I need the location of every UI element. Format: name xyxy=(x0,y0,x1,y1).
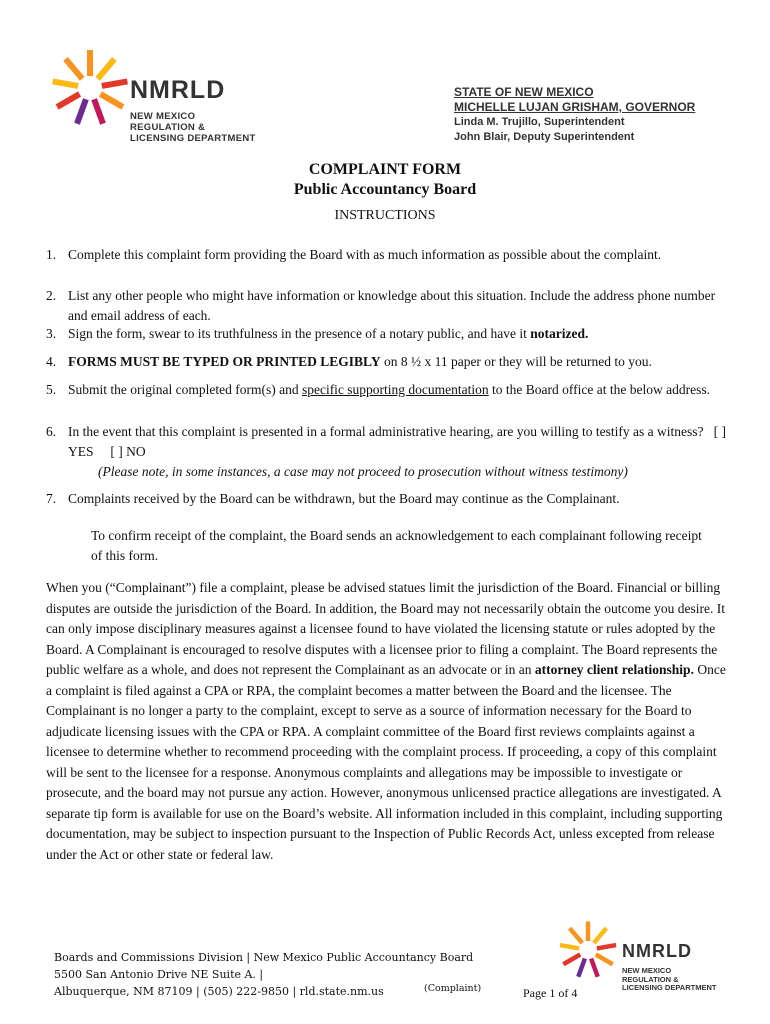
form-title: COMPLAINT FORM xyxy=(308,161,462,178)
deputy-name: John Blair, Deputy Superintendent xyxy=(454,131,635,143)
instruction-item-5 xyxy=(46,380,732,400)
footer-logo-sub-line: REGULATION & xyxy=(622,974,679,984)
logo-wordmark xyxy=(130,78,256,144)
item-text-bold: FORMS MUST BE TYPED OR PRINTED LEGIBLY xyxy=(68,354,381,369)
body-text: Once a complaint is filed against a CPA or RPA, the complaint becomes a matter between the Board and the licensee. The Complainant is no longer a party to the complaint, except to serve as a source of information necessary for the Board to adjudicate licensing issues with the CPA or RPA. A complaint committee of the Board first reviews complaints against a licensee to determine whether to recommend proceeding with the complaint process. If proceeding, a copy of this complaint will be sent to the licensee for a response. Anonymous complaints and allegations may be impossible to investigate or prosecute, and the board may not pursue any action. However, anonymous unlicensed practice allegations are investigated. A separate tip form is available for use on the Board’s website. All information included in this complaint, including supporting documentation, may be subject to inspection pursuant to the Inspection of Public Records Act, unless excepted from release under the Act or other state or federal law. xyxy=(46,662,726,862)
item-text: Complaints received by the Board can be withdrawn, but the Board may continue as the Complainant. xyxy=(68,491,620,506)
instruction-item-4 xyxy=(46,352,732,372)
instruction-item-6 xyxy=(46,422,732,462)
logo-name: NMRLD xyxy=(130,76,226,104)
footer-line: Albuquerque, NM 87109 | (505) 222-9850 | rld.state.nm.us xyxy=(54,985,384,998)
item-text: List any other people who might have information or knowledge about this situation. Include the address phone number and email address of each. xyxy=(68,288,716,323)
item-text: on 8 ½ x 11 paper or they will be returned to you. xyxy=(380,354,652,369)
body-text: When you (“Complainant”) file a complaint, please be advised statues limit the jurisdiction of the Board. Financial or billing disputes are outside the jurisdiction of the Board. In addition, the Board may not necessarily obtain the outcome you desire. It can only impose disciplinary measures against a licensee found to have violated the licensing statute or rules adopted by the Board. A Complainant is encouraged to resolve disputes with a licensee prior to filing a complaint. The Board represents the public welfare as a whole, and does not represent the Complainant as an advocate or in an xyxy=(46,580,725,677)
item-number: 1. xyxy=(46,247,57,262)
instruction-item-3 xyxy=(46,324,732,344)
item-text: Sign the form, swear to its truthfulness in the presence of a notary public, and have it xyxy=(68,326,531,341)
logo-sub-line: REGULATION & xyxy=(130,122,206,133)
nmrld-logo-icon xyxy=(50,48,130,128)
page-number: Page 1 of 4 xyxy=(523,986,578,1000)
footer-line: 5500 San Antonio Drive NE Suite A. | xyxy=(54,968,264,981)
instruction-item-2 xyxy=(46,286,732,326)
logo-sub-line: NEW MEXICO xyxy=(130,111,196,122)
item-text: Complete this complaint form providing the Board with as much information as possible about the complaint. xyxy=(68,247,662,262)
footer-nmrld-logo-icon xyxy=(558,920,618,980)
footer-logo-sub-line: NEW MEXICO xyxy=(622,966,672,975)
form-subtitle: Public Accountancy Board xyxy=(293,181,477,198)
logo-sub-line: LICENSING DEPARTMENT xyxy=(130,133,256,144)
item-text: Submit the original completed form(s) and xyxy=(68,382,302,397)
state-name: STATE OF NEW MEXICO xyxy=(454,85,594,99)
superintendent-name: Linda M. Trujillo, Superintendent xyxy=(454,116,625,128)
footer-line: Boards and Commissions Division | New Mexico Public Accountancy Board xyxy=(54,951,474,964)
footer-logo-sub-line: LICENSING DEPARTMENT xyxy=(622,983,717,992)
confirm-receipt-text: To confirm receipt of the complaint, the Board sends an acknowledgement to each complainant following receipt of this form. xyxy=(91,528,702,563)
item-number: 3. xyxy=(46,326,57,341)
footer-logo-wordmark xyxy=(622,942,716,993)
letterhead-officials xyxy=(454,85,695,145)
witness-note: (Please note, in some instances, a case may not proceed to prosecution without witness testimony) xyxy=(98,464,628,479)
witness-yes-checkbox[interactable]: [ ] YES xyxy=(68,424,726,459)
form-title-block xyxy=(0,160,770,200)
footer-address xyxy=(54,949,473,1000)
item-number: 4. xyxy=(46,354,57,369)
instruction-item-7 xyxy=(46,489,732,509)
body-text-bold: attorney client relationship. xyxy=(534,662,694,677)
instruction-item-1 xyxy=(46,245,732,265)
body-paragraph xyxy=(46,578,732,865)
item-text-bold: notarized. xyxy=(530,326,589,341)
governor-name: MICHELLE LUJAN GRISHAM, GOVERNOR xyxy=(454,100,696,114)
footer-logo-name: NMRLD xyxy=(622,941,692,961)
item-text-underlined: specific supporting documentation xyxy=(301,382,489,397)
footer-complaint-label: (Complaint) xyxy=(424,983,482,994)
witness-no-checkbox[interactable]: [ ] NO xyxy=(110,444,146,459)
item-number: 5. xyxy=(46,382,57,397)
item-number: 2. xyxy=(46,288,57,303)
item-text: to the Board office at the below address. xyxy=(488,382,710,397)
item-number: 6. xyxy=(46,424,57,439)
instructions-heading: INSTRUCTIONS xyxy=(334,208,436,223)
item-number: 7. xyxy=(46,491,57,506)
item-text: In the event that this complaint is presented in a formal administrative hearing, are you willing to testify as a witness? xyxy=(68,424,704,439)
